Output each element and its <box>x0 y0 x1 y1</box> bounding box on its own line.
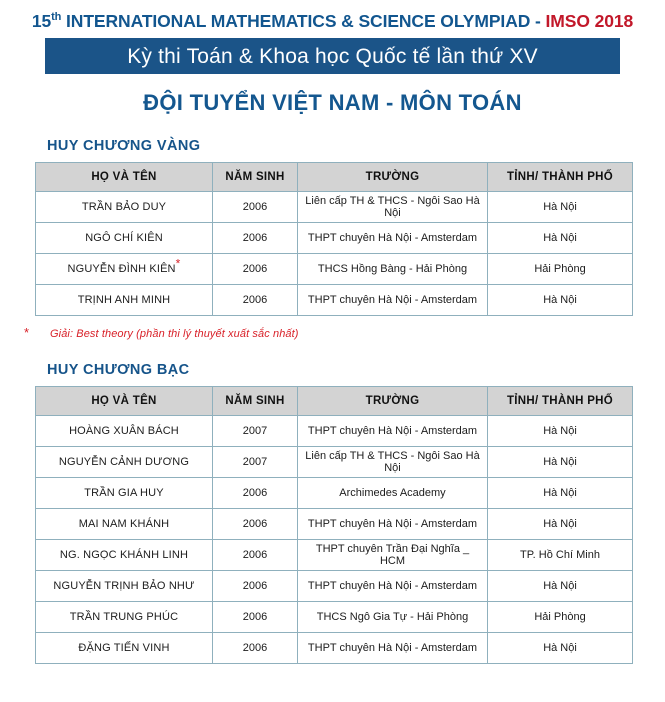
cell-year: 2006 <box>213 192 298 223</box>
cell-school: THPT chuyên Hà Nội - Amsterdam <box>298 633 488 664</box>
table-header-row <box>36 387 633 416</box>
event-title <box>0 0 665 32</box>
cell-school: THCS Ngô Gia Tự - Hải Phòng <box>298 602 488 633</box>
cell-year: 2006 <box>213 285 298 316</box>
table-row <box>36 285 633 316</box>
table-row <box>36 540 633 571</box>
table-row <box>36 602 633 633</box>
silver-table-wrapper <box>35 386 632 664</box>
cell-name: ĐẶNG TIẾN VINH <box>36 633 213 664</box>
silver-medal-section <box>0 362 665 664</box>
cell-city: Hà Nội <box>488 571 633 602</box>
cell-city: Hà Nội <box>488 192 633 223</box>
cell-school: THPT chuyên Hà Nội - Amsterdam <box>298 509 488 540</box>
cell-name: TRẦN GIA HUY <box>36 478 213 509</box>
table-row <box>36 571 633 602</box>
cell-school: THPT chuyên Hà Nội - Amsterdam <box>298 285 488 316</box>
cell-city: Hà Nội <box>488 447 633 478</box>
cell-school: THCS Hồng Bàng - Hải Phòng <box>298 254 488 285</box>
table-row <box>36 447 633 478</box>
column-header-school: TRƯỜNG <box>298 387 488 416</box>
cell-school: THPT chuyên Hà Nội - Amsterdam <box>298 571 488 602</box>
table-row <box>36 509 633 540</box>
cell-name: NGUYỄN ĐÌNH KIÊN* <box>36 254 213 285</box>
cell-name: TRẦN TRUNG PHÚC <box>36 602 213 633</box>
event-banner <box>45 38 620 74</box>
gold-footnote <box>24 325 665 340</box>
column-header-name: HỌ VÀ TÊN <box>36 163 213 192</box>
cell-city: Hải Phòng <box>488 602 633 633</box>
gold-table-wrapper <box>35 162 632 316</box>
event-title-ordinal-suffix: th <box>51 11 62 24</box>
cell-city: Hà Nội <box>488 633 633 664</box>
cell-name: TRẦN BẢO DUY <box>36 192 213 223</box>
footnote-text: Giải: Best theory (phần thi lý thuyết xuất sắc nhất) <box>50 328 299 340</box>
cell-school: THPT chuyên Hà Nội - Amsterdam <box>298 416 488 447</box>
column-header-city: TỈNH/ THÀNH PHỐ <box>488 163 633 192</box>
cell-name: TRỊNH ANH MINH <box>36 285 213 316</box>
table-row <box>36 223 633 254</box>
cell-school: Liên cấp TH & THCS - Ngôi Sao Hà Nội <box>298 447 488 478</box>
cell-year: 2006 <box>213 223 298 254</box>
table-row <box>36 633 633 664</box>
cell-city: Hà Nội <box>488 478 633 509</box>
cell-school: THPT chuyên Trần Đại Nghĩa _ HCM <box>298 540 488 571</box>
cell-year: 2006 <box>213 540 298 571</box>
cell-city: Hải Phòng <box>488 254 633 285</box>
cell-year: 2006 <box>213 602 298 633</box>
cell-name: NGÔ CHÍ KIÊN <box>36 223 213 254</box>
gold-medal-table <box>35 162 633 316</box>
column-header-name: HỌ VÀ TÊN <box>36 387 213 416</box>
silver-medal-table <box>35 386 633 664</box>
cell-school: THPT chuyên Hà Nội - Amsterdam <box>298 223 488 254</box>
table-row <box>36 192 633 223</box>
event-title-number: 15 <box>31 11 52 31</box>
gold-table-body <box>36 192 633 316</box>
cell-year: 2006 <box>213 633 298 664</box>
cell-year: 2006 <box>213 571 298 602</box>
cell-city: Hà Nội <box>488 509 633 540</box>
cell-year: 2007 <box>213 416 298 447</box>
cell-school: Liên cấp TH & THCS - Ngôi Sao Hà Nội <box>298 192 488 223</box>
cell-name: NG. NGỌC KHÁNH LINH <box>36 540 213 571</box>
table-row <box>36 478 633 509</box>
cell-year: 2006 <box>213 509 298 540</box>
cell-name: NGUYỄN CẢNH DƯƠNG <box>36 447 213 478</box>
cell-city: Hà Nội <box>488 416 633 447</box>
silver-section-title: HUY CHƯƠNG BẠC <box>47 362 190 378</box>
cell-city: TP. Hồ Chí Minh <box>488 540 633 571</box>
column-header-city: TỈNH/ THÀNH PHỐ <box>488 387 633 416</box>
column-header-school: TRƯỜNG <box>298 163 488 192</box>
page-title: ĐỘI TUYỂN VIỆT NAM - MÔN TOÁN <box>143 90 522 115</box>
cell-name: HOÀNG XUÂN BÁCH <box>36 416 213 447</box>
table-row <box>36 416 633 447</box>
silver-table-body <box>36 416 633 664</box>
cell-name: NGUYỄN TRỊNH BẢO NHƯ <box>36 571 213 602</box>
cell-school: Archimedes Academy <box>298 478 488 509</box>
cell-name: MAI NAM KHÁNH <box>36 509 213 540</box>
column-header-year: NĂM SINH <box>213 387 298 416</box>
cell-year: 2006 <box>213 478 298 509</box>
cell-year: 2007 <box>213 447 298 478</box>
cell-year: 2006 <box>213 254 298 285</box>
gold-medal-section <box>0 138 665 340</box>
event-banner-label: Kỳ thi Toán & Khoa học Quốc tế lần thứ XV <box>127 44 538 68</box>
award-asterisk-icon: * <box>175 256 181 271</box>
cell-city: Hà Nội <box>488 285 633 316</box>
cell-city: Hà Nội <box>488 223 633 254</box>
event-title-main: INTERNATIONAL MATHEMATICS & SCIENCE OLYMPIAD - <box>61 11 546 31</box>
gold-section-title: HUY CHƯƠNG VÀNG <box>47 138 201 154</box>
column-header-year: NĂM SINH <box>213 163 298 192</box>
table-row <box>36 254 633 285</box>
table-header-row <box>36 163 633 192</box>
footnote-asterisk-icon: * <box>24 325 30 340</box>
event-title-accent: IMSO 2018 <box>545 11 634 31</box>
